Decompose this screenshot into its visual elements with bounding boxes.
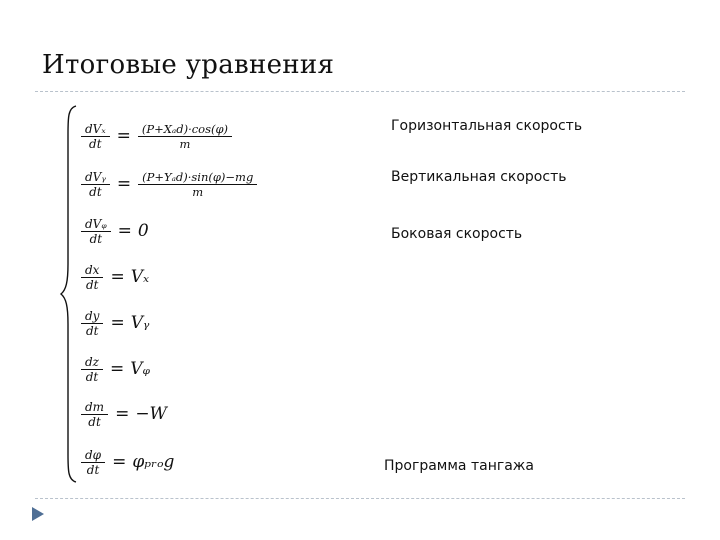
eq-rhs-denominator: m bbox=[138, 136, 232, 151]
eq-lhs-numerator: dVₓ bbox=[85, 121, 106, 136]
eq-rhs-numerator: (P+Yₐd)·sin(φ)−mg bbox=[142, 169, 254, 184]
eq-rhs: −W bbox=[135, 404, 168, 424]
annotation-pitch-program: Программа тангажа bbox=[384, 458, 534, 474]
eq-equals: = bbox=[117, 221, 132, 241]
equation-dphi bbox=[80, 444, 174, 480]
eq-equals: = bbox=[115, 404, 130, 424]
eq-equals: = bbox=[110, 359, 125, 379]
eq-equals: = bbox=[116, 174, 132, 194]
equation-dz bbox=[80, 351, 150, 387]
eq-lhs-denominator: dt bbox=[81, 414, 108, 429]
eq-lhs-denominator: dt bbox=[81, 184, 110, 199]
eq-rhs: Vₓ bbox=[130, 267, 150, 287]
eq-rhs: Vᵩ bbox=[130, 359, 151, 379]
eq-rhs: φₚᵣₒg bbox=[132, 452, 175, 472]
eq-equals: = bbox=[112, 452, 127, 472]
annotation-horizontal-velocity: Горизонтальная скорость bbox=[391, 118, 583, 134]
eq-rhs-denominator: m bbox=[138, 184, 257, 199]
slide-title: Итоговые уравнения bbox=[42, 50, 335, 80]
eq-lhs-numerator: dy bbox=[85, 308, 100, 323]
eq-lhs-denominator: dt bbox=[81, 231, 111, 246]
equation-dvz bbox=[80, 213, 149, 249]
eq-lhs-denominator: dt bbox=[81, 323, 103, 338]
equation-dvx bbox=[80, 118, 233, 154]
eq-lhs-denominator: dt bbox=[81, 369, 103, 384]
eq-lhs-numerator: dVᵩ bbox=[85, 216, 107, 231]
annotation-lateral-velocity: Боковая скорость bbox=[391, 226, 523, 242]
eq-lhs-denominator: dt bbox=[81, 462, 105, 477]
eq-equals: = bbox=[116, 126, 131, 146]
eq-equals: = bbox=[110, 267, 125, 287]
annotation-vertical-velocity: Вертикальная скорость bbox=[391, 169, 567, 185]
eq-lhs-numerator: dVᵧ bbox=[85, 169, 106, 184]
title-divider bbox=[35, 91, 685, 92]
eq-equals: = bbox=[110, 313, 125, 333]
eq-lhs-numerator: dz bbox=[85, 354, 100, 369]
footer-divider bbox=[35, 498, 685, 499]
left-brace-icon bbox=[58, 104, 80, 484]
eq-rhs: Vᵧ bbox=[130, 313, 150, 333]
equation-dvy bbox=[80, 166, 258, 202]
eq-lhs-numerator: dx bbox=[85, 262, 100, 277]
equation-dx bbox=[80, 259, 149, 295]
equation-dm bbox=[80, 396, 167, 432]
eq-lhs-numerator: dm bbox=[85, 399, 105, 414]
next-slide-arrow-icon[interactable] bbox=[31, 506, 45, 522]
eq-rhs-numerator: (P+Xₐd)·cos(φ) bbox=[141, 121, 229, 136]
eq-lhs-denominator: dt bbox=[81, 277, 103, 292]
equation-dy bbox=[80, 305, 149, 341]
eq-lhs-numerator: dφ bbox=[85, 447, 102, 462]
eq-rhs: 0 bbox=[137, 221, 149, 241]
eq-lhs-denominator: dt bbox=[81, 136, 110, 151]
